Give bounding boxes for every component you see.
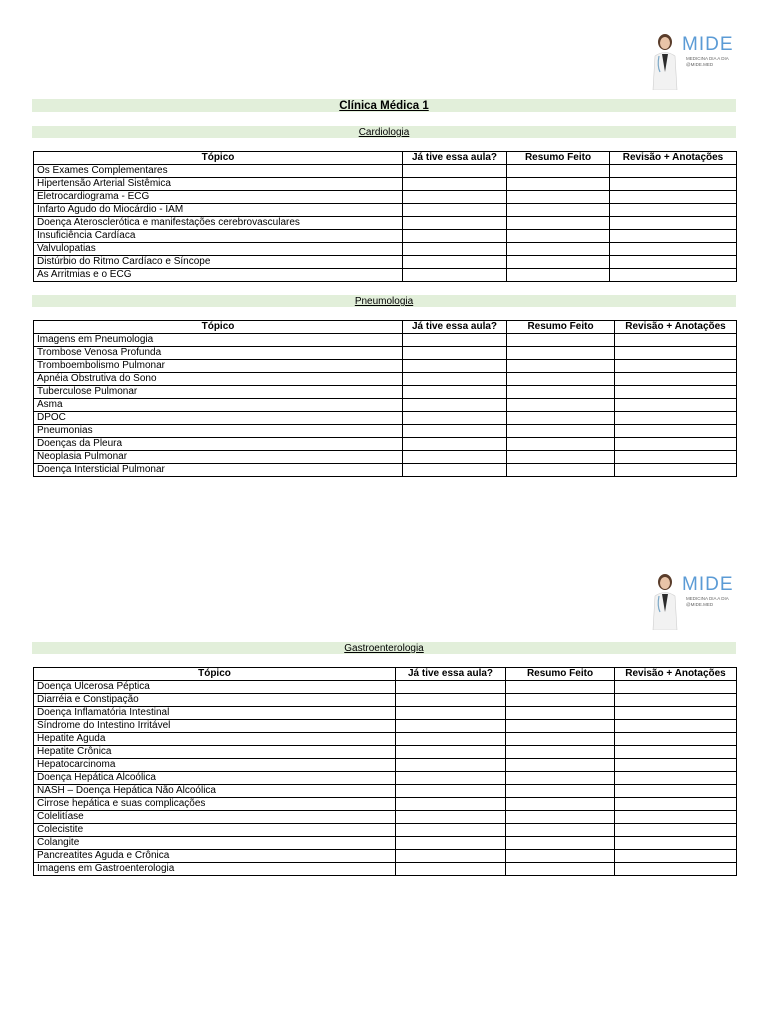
attended-cell[interactable]	[403, 360, 507, 373]
topic-cell: Doenças da Pleura	[34, 438, 403, 451]
summary-cell[interactable]	[506, 707, 615, 720]
attended-cell[interactable]	[403, 399, 507, 412]
review-cell[interactable]	[615, 824, 737, 837]
table-row	[34, 230, 737, 243]
column-header-attended: Já tive essa aula?	[403, 152, 507, 165]
topic-cell: Colelitíase	[34, 811, 396, 824]
topic-cell: Imagens em Pneumologia	[34, 334, 403, 347]
table-row	[34, 785, 737, 798]
column-header-summary: Resumo Feito	[507, 152, 610, 165]
summary-cell[interactable]	[507, 204, 610, 217]
table-row	[34, 811, 737, 824]
column-header-attended: Já tive essa aula?	[396, 668, 506, 681]
attended-cell[interactable]	[403, 256, 507, 269]
logo-tagline: MEDICINA DIA A DIA	[686, 56, 729, 61]
summary-cell[interactable]	[507, 438, 615, 451]
attended-cell[interactable]	[396, 694, 506, 707]
attended-cell[interactable]	[403, 165, 507, 178]
logo-tagline: MEDICINA DIA A DIA	[686, 596, 729, 601]
attended-cell[interactable]	[396, 733, 506, 746]
topic-cell: Imagens em Gastroenterologia	[34, 863, 396, 876]
doctor-avatar-icon	[650, 572, 680, 630]
table-row	[34, 191, 737, 204]
summary-cell[interactable]	[506, 798, 615, 811]
table-row	[34, 256, 737, 269]
topic-cell: Trombose Venosa Profunda	[34, 347, 403, 360]
table-row	[34, 204, 737, 217]
attended-cell[interactable]	[403, 178, 507, 191]
summary-cell[interactable]	[507, 360, 615, 373]
review-cell[interactable]	[610, 243, 737, 256]
topic-cell: Pneumonias	[34, 425, 403, 438]
summary-cell[interactable]	[506, 863, 615, 876]
summary-cell[interactable]	[506, 785, 615, 798]
topic-cell: DPOC	[34, 412, 403, 425]
summary-cell[interactable]	[507, 412, 615, 425]
table-row	[34, 824, 737, 837]
section-header-cardiologia	[32, 126, 736, 138]
table-row	[34, 746, 737, 759]
review-cell[interactable]	[615, 837, 737, 850]
topic-cell: Hepatite Crônica	[34, 746, 396, 759]
table-row	[34, 694, 737, 707]
attended-cell[interactable]	[396, 850, 506, 863]
summary-cell[interactable]	[506, 733, 615, 746]
review-cell[interactable]	[615, 360, 737, 373]
summary-cell[interactable]	[507, 191, 610, 204]
attended-cell[interactable]	[396, 720, 506, 733]
table-row	[34, 165, 737, 178]
review-cell[interactable]	[615, 373, 737, 386]
summary-cell[interactable]	[506, 837, 615, 850]
topic-cell: Doença Aterosclerótica e manifestações cerebrovasculares	[34, 217, 403, 230]
section-header-pneumologia	[32, 295, 736, 307]
summary-cell[interactable]	[507, 178, 610, 191]
review-cell[interactable]	[610, 256, 737, 269]
review-cell[interactable]	[615, 863, 737, 876]
topic-cell: Diarréia e Constipação	[34, 694, 396, 707]
topic-cell: Apnéia Obstrutiva do Sono	[34, 373, 403, 386]
table-row	[34, 681, 737, 694]
summary-cell[interactable]	[507, 334, 615, 347]
topic-cell: Os Exames Complementares	[34, 165, 403, 178]
column-header-review: Revisão + Anotações	[610, 152, 737, 165]
topic-cell: Colangite	[34, 837, 396, 850]
review-cell[interactable]	[610, 230, 737, 243]
review-cell[interactable]	[615, 425, 737, 438]
attended-cell[interactable]	[403, 347, 507, 360]
summary-cell[interactable]	[506, 772, 615, 785]
attended-cell[interactable]	[403, 191, 507, 204]
summary-cell[interactable]	[507, 373, 615, 386]
summary-cell[interactable]	[506, 759, 615, 772]
attended-cell[interactable]	[403, 217, 507, 230]
table-row	[34, 850, 737, 863]
topic-cell: Doença Intersticial Pulmonar	[34, 464, 403, 477]
review-cell[interactable]	[615, 386, 737, 399]
review-cell[interactable]	[615, 681, 737, 694]
section-title: Cardiologia	[358, 127, 410, 138]
logo-brand: MIDE	[682, 34, 734, 55]
topic-cell: Hipertensão Arterial Sistêmica	[34, 178, 403, 191]
summary-cell[interactable]	[506, 824, 615, 837]
attended-cell[interactable]	[396, 863, 506, 876]
table-row	[34, 269, 737, 282]
summary-cell[interactable]	[507, 464, 615, 477]
topic-cell: Asma	[34, 399, 403, 412]
review-cell[interactable]	[610, 217, 737, 230]
summary-cell[interactable]	[507, 230, 610, 243]
table-row	[34, 178, 737, 191]
summary-cell[interactable]	[506, 681, 615, 694]
attended-cell[interactable]	[403, 269, 507, 282]
attended-cell[interactable]	[396, 785, 506, 798]
attended-cell[interactable]	[396, 746, 506, 759]
summary-cell[interactable]	[507, 386, 615, 399]
review-cell[interactable]	[610, 204, 737, 217]
review-cell[interactable]	[615, 347, 737, 360]
attended-cell[interactable]	[403, 438, 507, 451]
review-cell[interactable]	[615, 798, 737, 811]
table-row	[34, 772, 737, 785]
logo-handle: @MIDE.MED	[686, 62, 714, 67]
summary-cell[interactable]	[506, 850, 615, 863]
section-title: Pneumologia	[354, 296, 414, 307]
attended-cell[interactable]	[403, 425, 507, 438]
attended-cell[interactable]	[396, 824, 506, 837]
page-title-band	[32, 99, 736, 112]
summary-cell[interactable]	[507, 165, 610, 178]
topic-cell: Doença Ulcerosa Péptica	[34, 681, 396, 694]
topic-cell: Hepatocarcinoma	[34, 759, 396, 772]
review-cell[interactable]	[615, 334, 737, 347]
table-row	[34, 798, 737, 811]
summary-cell[interactable]	[507, 243, 610, 256]
review-cell[interactable]	[615, 412, 737, 425]
review-cell[interactable]	[615, 746, 737, 759]
column-header-topic: Tópico	[34, 321, 403, 334]
review-cell[interactable]	[610, 178, 737, 191]
topic-cell: NASH – Doença Hepática Não Alcoólica	[34, 785, 396, 798]
summary-cell[interactable]	[507, 425, 615, 438]
table-row	[34, 243, 737, 256]
column-header-topic: Tópico	[34, 668, 396, 681]
review-cell[interactable]	[615, 811, 737, 824]
column-header-attended: Já tive essa aula?	[403, 321, 507, 334]
table-row	[34, 412, 737, 425]
topic-cell: Eletrocardiograma - ECG	[34, 191, 403, 204]
summary-cell[interactable]	[506, 811, 615, 824]
summary-cell[interactable]	[506, 720, 615, 733]
topic-cell: Tromboembolismo Pulmonar	[34, 360, 403, 373]
summary-cell[interactable]	[506, 694, 615, 707]
topic-cell: Cirrose hepática e suas complicações	[34, 798, 396, 811]
review-cell[interactable]	[610, 191, 737, 204]
table-row	[34, 837, 737, 850]
logo-handle: @MIDE.MED	[686, 602, 714, 607]
table-row	[34, 217, 737, 230]
section-title: Gastroenterologia	[344, 643, 424, 654]
attended-cell[interactable]	[403, 412, 507, 425]
summary-cell[interactable]	[507, 217, 610, 230]
topic-cell: Valvulopatias	[34, 243, 403, 256]
attended-cell[interactable]	[403, 230, 507, 243]
review-cell[interactable]	[615, 451, 737, 464]
summary-cell[interactable]	[507, 347, 615, 360]
table-row	[34, 386, 737, 399]
table-row	[34, 464, 737, 477]
summary-cell[interactable]	[507, 256, 610, 269]
doctor-avatar-icon	[650, 32, 680, 90]
review-cell[interactable]	[615, 707, 737, 720]
review-cell[interactable]	[615, 399, 737, 412]
review-cell[interactable]	[615, 733, 737, 746]
review-cell[interactable]	[615, 464, 737, 477]
topics-table-cardiologia	[33, 151, 737, 282]
topic-cell: Insuficiência Cardíaca	[34, 230, 403, 243]
summary-cell[interactable]	[506, 746, 615, 759]
column-header-review: Revisão + Anotações	[615, 321, 737, 334]
table-row	[34, 451, 737, 464]
attended-cell[interactable]	[396, 759, 506, 772]
topic-cell: Doença Hepática Alcoólica	[34, 772, 396, 785]
column-header-topic: Tópico	[34, 152, 403, 165]
column-header-summary: Resumo Feito	[506, 668, 615, 681]
topic-cell: Tuberculose Pulmonar	[34, 386, 403, 399]
attended-cell[interactable]	[403, 373, 507, 386]
attended-cell[interactable]	[396, 681, 506, 694]
review-cell[interactable]	[615, 772, 737, 785]
topics-table-pneumologia	[33, 320, 737, 477]
review-cell[interactable]	[610, 269, 737, 282]
table-row	[34, 863, 737, 876]
attended-cell[interactable]	[396, 837, 506, 850]
attended-cell[interactable]	[403, 451, 507, 464]
table-row	[34, 759, 737, 772]
table-row	[34, 399, 737, 412]
table-row	[34, 347, 737, 360]
topic-cell: As Arritmias e o ECG	[34, 269, 403, 282]
topic-cell: Hepatite Aguda	[34, 733, 396, 746]
attended-cell[interactable]	[396, 707, 506, 720]
topic-cell: Distúrbio do Ritmo Cardíaco e Síncope	[34, 256, 403, 269]
review-cell[interactable]	[615, 759, 737, 772]
attended-cell[interactable]	[403, 334, 507, 347]
review-cell[interactable]	[615, 694, 737, 707]
summary-cell[interactable]	[507, 451, 615, 464]
column-header-summary: Resumo Feito	[507, 321, 615, 334]
review-cell[interactable]	[615, 720, 737, 733]
attended-cell[interactable]	[403, 386, 507, 399]
page-title: Clínica Médica 1	[339, 100, 429, 112]
topic-cell: Neoplasia Pulmonar	[34, 451, 403, 464]
mide-logo	[650, 32, 740, 90]
topic-cell: Doença Inflamatória Intestinal	[34, 707, 396, 720]
table-row	[34, 425, 737, 438]
review-cell[interactable]	[615, 438, 737, 451]
table-row	[34, 438, 737, 451]
table-row	[34, 720, 737, 733]
table-row	[34, 733, 737, 746]
table-row	[34, 334, 737, 347]
attended-cell[interactable]	[396, 798, 506, 811]
section-header-gastroenterologia	[32, 642, 736, 654]
attended-cell[interactable]	[396, 811, 506, 824]
summary-cell[interactable]	[507, 399, 615, 412]
column-header-review: Revisão + Anotações	[615, 668, 737, 681]
review-cell[interactable]	[615, 850, 737, 863]
table-row	[34, 360, 737, 373]
attended-cell[interactable]	[403, 243, 507, 256]
table-row	[34, 373, 737, 386]
attended-cell[interactable]	[403, 204, 507, 217]
topics-table-gastroenterologia	[33, 667, 737, 876]
attended-cell[interactable]	[396, 772, 506, 785]
attended-cell[interactable]	[403, 464, 507, 477]
table-row	[34, 707, 737, 720]
topic-cell: Colecistite	[34, 824, 396, 837]
logo-brand: MIDE	[682, 574, 734, 595]
topic-cell: Infarto Agudo do Miocárdio - IAM	[34, 204, 403, 217]
summary-cell[interactable]	[507, 269, 610, 282]
topic-cell: Pancreatites Aguda e Crônica	[34, 850, 396, 863]
review-cell[interactable]	[610, 165, 737, 178]
mide-logo	[650, 572, 740, 630]
review-cell[interactable]	[615, 785, 737, 798]
topic-cell: Síndrome do Intestino Irritável	[34, 720, 396, 733]
